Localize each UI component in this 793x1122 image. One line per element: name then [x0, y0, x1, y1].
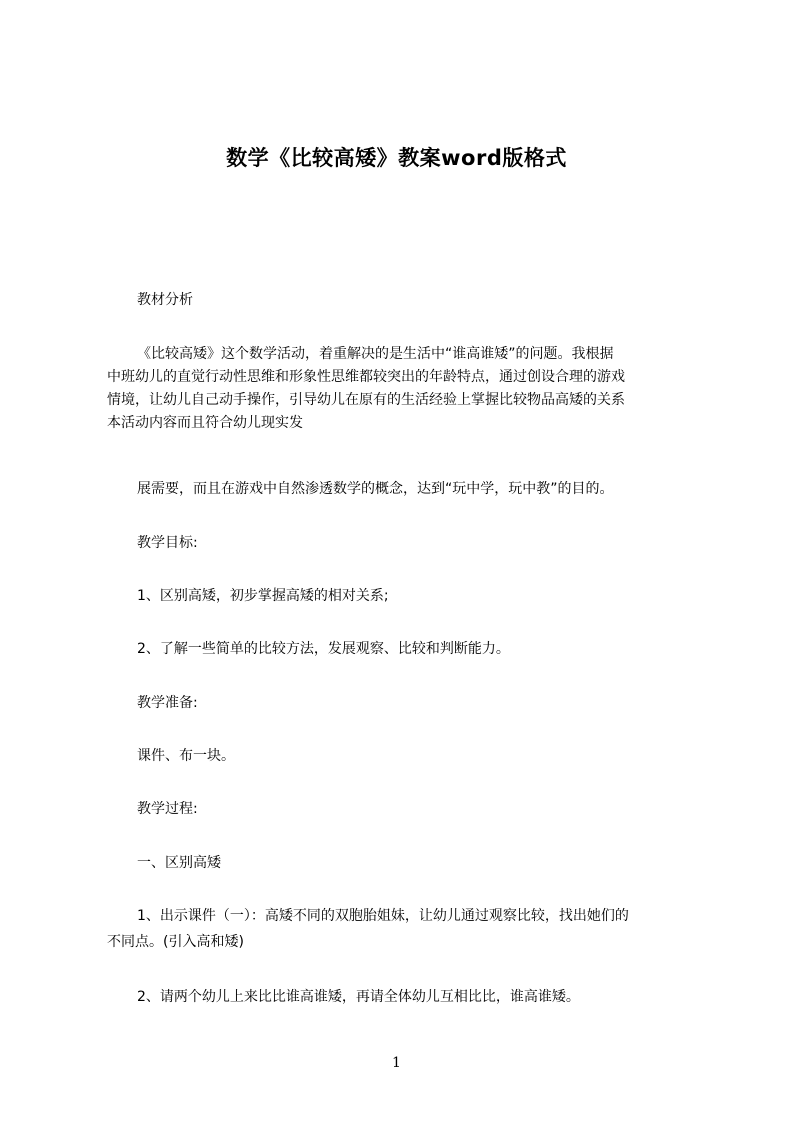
intro-line-4: 本活动内容而且符合幼儿现实发 [107, 415, 303, 431]
intro-line-3: 情境，让幼儿自己动手操作，引导幼儿在原有的生活经验上掌握比较物品高矮的关系 [107, 392, 625, 408]
step-2: 2、请两个幼儿上来比比谁高谁矮，再请全体幼儿互相比比，谁高谁矮。 [137, 989, 580, 1005]
intro-line-1: 《比较高矮》这个数学活动，着重解决的是生活中“谁高谁矮”的问题。我根据 [137, 346, 614, 362]
prep-materials: 课件、布一块。 [137, 748, 235, 764]
intro-continuation: 展需要，而且在游戏中自然渗透数学的概念，达到“玩中学，玩中教”的目的。 [137, 481, 614, 497]
section-heading-1: 一、区别高矮 [137, 855, 221, 871]
heading-teaching-goals: 教学目标: [137, 535, 198, 551]
heading-teaching-process: 教学过程: [137, 801, 198, 817]
step-1-line-1: 1、出示课件（一）：高矮不同的双胞胎姐妹，让幼儿通过观察比较，找出她们的 [137, 908, 629, 924]
goal-item-2: 2、了解一些简单的比较方法，发展观察、比较和判断能力。 [137, 641, 510, 657]
page-number: 1 [392, 1055, 401, 1071]
heading-teaching-prep: 教学准备: [137, 695, 198, 711]
step-1-line-2: 不同点。(引入高和矮) [107, 934, 244, 950]
document-title: 数学《比较高矮》教案word版格式 [226, 146, 567, 170]
intro-line-2: 中班幼儿的直觉行动性思维和形象性思维都较突出的年龄特点，通过创设合理的游戏 [107, 369, 625, 385]
goal-item-1: 1、区别高矮，初步掌握高矮的相对关系; [137, 588, 389, 604]
heading-material-analysis: 教材分析 [137, 292, 193, 308]
